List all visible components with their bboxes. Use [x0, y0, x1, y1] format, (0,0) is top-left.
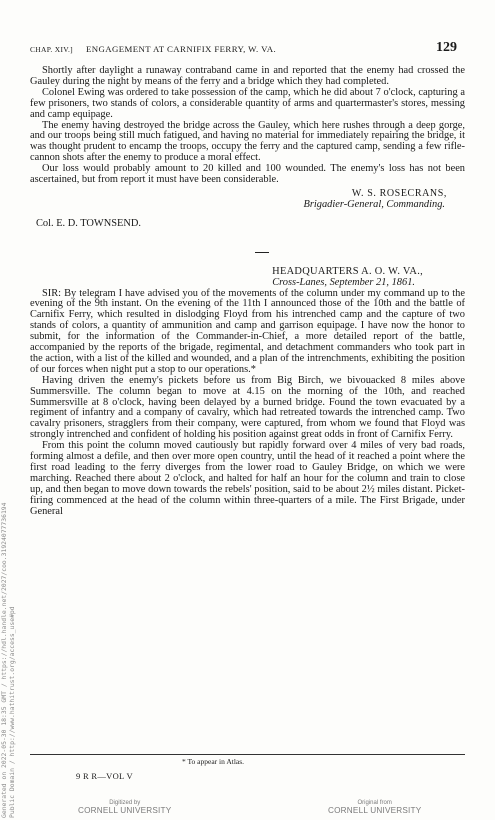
running-header: [30, 42, 465, 58]
chapter-label: CHAP. XIV.]: [30, 45, 73, 54]
addressee: Col. E. D. TOWNSEND.: [36, 217, 141, 229]
dateline: [30, 267, 465, 289]
footer-original-institution: CORNELL UNIVERSITY: [328, 806, 422, 815]
paragraph: Having driven the enemy's pickets before us from Big Birch, we bivouacked 8 miles above Summersville. The column began to move at 4.15 on the morning of the 10th, and reached Summersville at 8 o'clock, having been delayed by a burned bridge. Found the town evacuated by a regiment of infantry and a company of cavalry, which had retreated towards the intrenched camp. Two cavalry prisoners, stragglers from their company, were captured, from whom we found that Floyd was strongly intrenched and confident of holding his position against great odds in front of Carnifix Ferry.: [30, 374, 465, 441]
footnote: * To appear in Atlas.: [182, 757, 245, 766]
dateline-headquarters: HEADQUARTERS A. O. W. VA.,: [272, 265, 423, 277]
section-divider: [255, 252, 269, 253]
signature-mark: 9 R R—VOL V: [76, 771, 133, 781]
signature-rank: Brigadier-General, Commanding.: [303, 198, 445, 210]
paragraph: Our loss would probably amount to 20 killed and 100 wounded. The enemy's loss has not been ascertained, but from report it must have been considerable.: [30, 163, 465, 186]
paragraph: Colonel Ewing was ordered to take possession of the camp, which he did about 7 o'clock, capturing a few prisoners, two stands of colors, a considerable quantity of arms and quartermaster's stores, messing and camp equipage.: [30, 86, 465, 120]
footer-digitized-label: Digitized by: [109, 800, 141, 806]
paragraph: SIR: By telegram I have advised you of the movements of the column under my command up to the evening of the 9th instant. On the evening of the 11th I announced those of the 10th and the battle of Carnifix Ferry, which resulted in dislodging Floyd from his intrenched camp and the capture of two stands of colors, a quantity of ammunition and camp and garrison equipage. I have now the honor to submit, for the information of the Commander-in-Chief, a more detailed report of the battle, accompanied by the reports of the brigade, regimental, and detachment commanders who took part in the action, with a list of the killed and wounded, and a plan of the intrenchments, exhibiting the position of our forces when night put a stop to our operations.*: [30, 287, 465, 375]
side-stamp-generated: Generated on 2022-05-30 18:35 GMT / https://hdl.handle.net/2027/coo.31924077736194: [0, 502, 8, 818]
page-body: [30, 66, 465, 518]
page-number: 129: [436, 40, 457, 55]
footnote-rule: [30, 754, 465, 755]
footer-original-label: Original from: [357, 800, 392, 806]
paragraph: Shortly after daylight a runaway contraband came in and reported that the enemy had crossed the Gauley during the night by means of the ferry and a bridge which they had completed.: [30, 65, 465, 87]
side-stamp: [0, 190, 16, 820]
side-stamp-license: Public Domain / http://www.hathitrust.org/access_use#pd: [8, 606, 16, 818]
signature-block: [30, 189, 465, 211]
dateline-place-date: Cross-Lanes, September 21, 1861.: [272, 276, 415, 288]
paragraph: The enemy having destroyed the bridge across the Gauley, which here rushes through a deep gorge, and our troops being still much fatigued, and having no material for immediately repairing the bridge, it was thought prudent to encamp the troops, occupy the ferry and the captured camp, sending a few rifle-cannon shots after the enemy to produce a moral effect.: [30, 119, 465, 164]
paragraph: From this point the column moved cautiously but rapidly forward over 4 miles of very bad roads, forming almost a defile, and then over more open country, until the head of it reached a point where the first road leading to the ferry diverges from the lower road to Gauley Bridge, on which we were marching. Reached there about 2 o'clock, and halted for half an hour for the column and train to close up, and then began to move down towards the rebels' position, said to be about 2½ miles distant. Picket-firing commenced at the head of the column within three-quarters of a mile. The First Brigade, under General: [30, 440, 465, 517]
running-title: ENGAGEMENT AT CARNIFIX FERRY, W. VA.: [86, 44, 277, 54]
signature-name: W. S. ROSECRANS,: [351, 187, 447, 199]
footer-digitized: [78, 800, 171, 815]
footer-original: [328, 800, 421, 815]
footer-digitized-institution: CORNELL UNIVERSITY: [78, 806, 172, 815]
